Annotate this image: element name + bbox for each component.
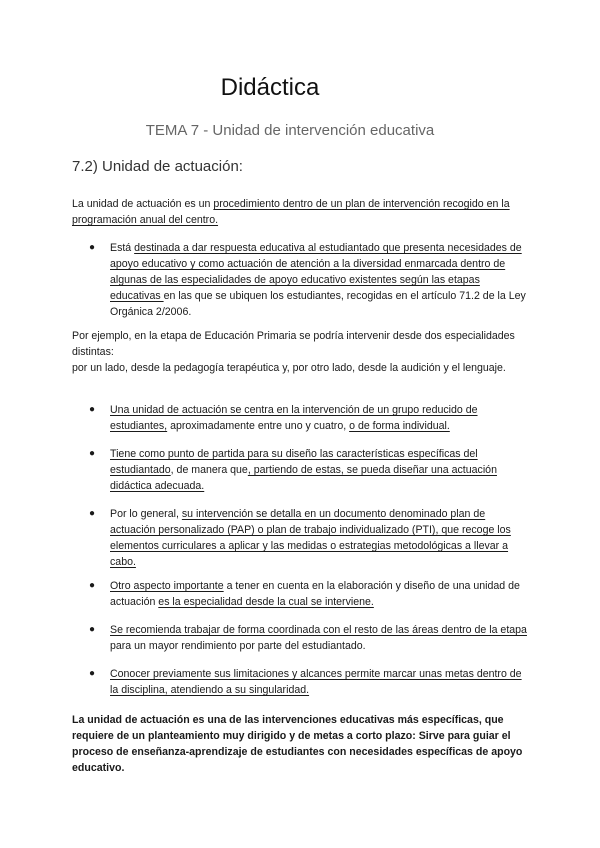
bullet-text: para un mayor rendimiento por parte del estudiantado. bbox=[110, 640, 366, 652]
bullet-text: en las que se ubiquen los estudiantes, recogidas en el artículo 71.2 de la Ley Orgánica 2/2006. bbox=[110, 290, 526, 318]
bullet-underlined: su intervención se detalla en un documento denominado plan de actuación personalizado (PAP) o plan de trabajo individualizado (PTI), que recoge los elementos curriculares a aplicar y las medidas o estrategias metodológicas a llevar a cabo. bbox=[110, 508, 511, 568]
bullet-underlined: Tiene como punto de partida para su diseño las características específicas del estudiantado bbox=[110, 448, 478, 476]
list-item bbox=[89, 666, 530, 698]
example-line-1: Por ejemplo, en la etapa de Educación Primaria se podría intervenir desde dos especialidades distintas: bbox=[72, 330, 515, 358]
conclusion-paragraph: La unidad de actuación es una de las intervenciones educativas más específicas, que requiere de un planteamiento muy dirigido y de metas a corto plazo: Sirve para guiar el proceso de enseñanza-aprendizaje de estudiantes con necesidades específicas de apoyo educativo. bbox=[72, 714, 523, 774]
intro-underlined: procedimiento dentro de un plan de intervención recogido en la programación anual del centro. bbox=[72, 198, 510, 226]
example-line-2: por un lado, desde la pedagogía terapéutica y, por otro lado, desde la audición y el lenguaje. bbox=[72, 362, 506, 374]
bullet-text: , de manera que bbox=[170, 464, 248, 476]
bullet-text: aproximadamente entre uno y cuatro, bbox=[167, 420, 350, 432]
bullet-icon: ● bbox=[89, 668, 96, 679]
bullet-underlined: Una unidad de actuación se centra en la intervención de un grupo reducido de estudiantes, bbox=[110, 404, 478, 432]
bullet-icon: ● bbox=[89, 242, 96, 253]
bullet-underlined: destinada a dar respuesta educativa al estudiantado que presenta necesidades de apoyo educativo y como actuación de atención a la diversidad enmarcada dentro de algunas de las especialidades de apoyo educativo existentes según las etapas educativas bbox=[110, 242, 522, 302]
bullet-underlined: Otro aspecto importante bbox=[110, 580, 224, 592]
example-paragraph bbox=[72, 328, 542, 376]
list-item bbox=[89, 506, 530, 570]
section-heading: 7.2) Unidad de actuación: bbox=[72, 158, 243, 175]
list-item bbox=[89, 446, 530, 494]
doc-subtitle: TEMA 7 - Unidad de intervención educativa bbox=[145, 122, 435, 139]
doc-title: Didáctica bbox=[220, 74, 320, 101]
bullet-text: Está bbox=[110, 242, 135, 254]
list-item bbox=[89, 402, 530, 434]
bullet-text: Por lo general, bbox=[110, 508, 182, 520]
bullet-icon: ● bbox=[89, 580, 96, 591]
bullet-text: a tener en cuenta en la elaboración y diseño de una unidad de actuación bbox=[110, 580, 520, 608]
bullet-underlined: Conocer previamente sus limitaciones y alcances permite marcar unas metas dentro de la disciplina, atendiendo a su singularidad. bbox=[110, 668, 522, 696]
bullet-icon: ● bbox=[89, 624, 96, 635]
bullet-underlined: o de forma individual. bbox=[349, 420, 450, 432]
list-item bbox=[89, 578, 530, 610]
list-item bbox=[89, 240, 530, 320]
bullet-icon: ● bbox=[89, 508, 96, 519]
bullet-icon: ● bbox=[89, 404, 96, 415]
list-item bbox=[89, 622, 530, 654]
bullet-underlined: es la especialidad desde la cual se interviene. bbox=[158, 596, 374, 608]
intro-text: La unidad de actuación es un bbox=[72, 198, 214, 210]
bullet-underlined: Se recomienda trabajar de forma coordinada con el resto de las áreas dentro de la etapa bbox=[110, 624, 527, 636]
intro-paragraph bbox=[72, 196, 532, 228]
bullet-icon: ● bbox=[89, 448, 96, 459]
bullet-underlined: , partiendo de estas, se pueda diseñar una actuación didáctica adecuada. bbox=[110, 464, 497, 492]
